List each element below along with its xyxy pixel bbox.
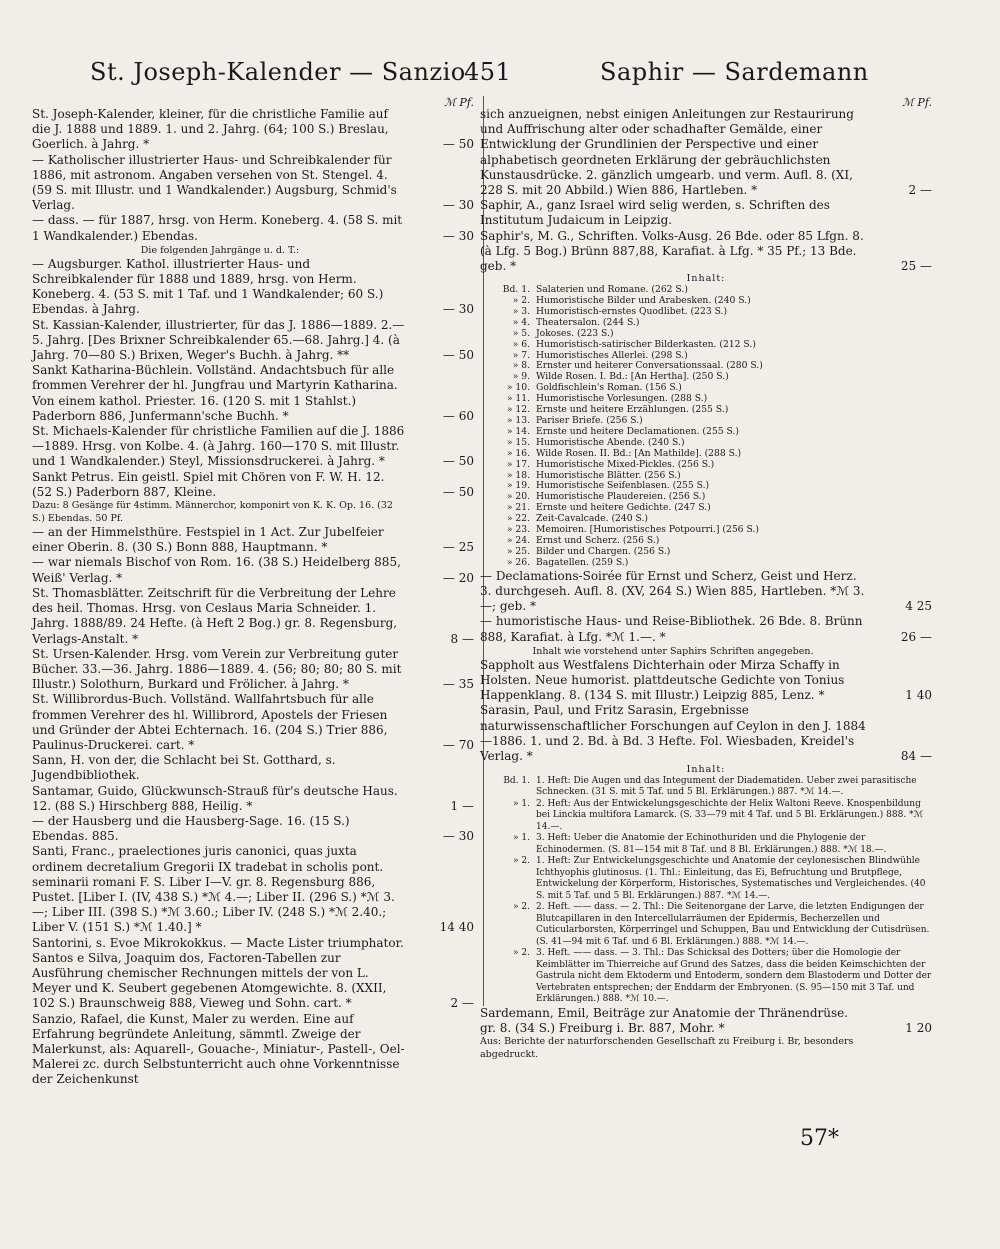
running-header (90, 58, 920, 88)
entry-text: Sanzio, Rafael, die Kunst, Maler zu werden. Eine auf Erfahrung begründete Anleitung, sämmtl. Zweige der Malerkunst, als: Aquarell-, Gouache-, Miniatur-, Pastell-, Oel-Malerei zc. durch Selbstunterricht auch ohne Vorkenntnisse der Zeichenkunst (32, 1011, 405, 1087)
entry-text: Dazu: 8 Gesänge für 4stimm. Männerchor, komponirt von K. K. Op. 16. (32 S.) Ebendas. 50 Pf. (32, 500, 393, 524)
catalog-entry (32, 363, 474, 424)
volume-title: Zeit-Cavalcade. (240 S.) (536, 513, 648, 525)
volume-number: » 2. (513, 902, 530, 913)
entry-text: Sardemann, Emil, Beiträge zur Anatomie der Thränendrüse. gr. 8. (34 S.) Freiburg i. Br. 887, Mohr. * (480, 1005, 849, 1035)
volume-title: 2. Heft. —— dass. — 2. Thl.: Die Seitenorgane der Larve, die letzten Endigungen der Blutcapillaren in den Intercellularräumen der Epidermis, Becherzellen und Cuticularborsten, Körperringel und Schuppen, Bau und Entwicklung der Cutisdrüsen. (S. 41—94 mit 6 Taf. und 6 Bl. Erklärungen.) 888. *ℳ 14.—. (536, 902, 930, 947)
right-column (480, 98, 932, 1061)
entry-text: Sann, H. von der, die Schlacht bei St. Gotthard, s. Jugendbibliothek. (32, 753, 336, 783)
catalog-entry (32, 647, 474, 693)
right-running-title: Saphir — Sardemann (600, 58, 869, 86)
contents-list (480, 764, 932, 1006)
volume-title: Jokoses. (223 S.) (536, 327, 614, 339)
catalog-entry (480, 703, 932, 764)
entry-text: — war niemals Bischof von Rom. 16. (38 S.) Heidelberg 885, Weiß' Verlag. * (32, 555, 401, 585)
volume-title: 2. Heft: Aus der Entwickelungsgeschichte der Helix Waltoni Reeve. Knospenbildung bei Linckia multifora Lamarck. (S. 33—79 mit 4 Taf. und 5 Bl. Erklärungen.) 888. *ℳ 14.—. (536, 798, 924, 832)
catalog-entry (480, 1006, 932, 1036)
volume-number: » 1. (513, 833, 530, 844)
catalog-entry (480, 658, 932, 704)
entry-price: 14 40 (439, 920, 474, 935)
entry-text: St. Kassian-Kalender, illustrierter, für das J. 1886—1889. 2.—5. Jahrg. [Des Brixner Schreibkalender 65.—68. Jahrg.] 4. (à Jahrg. 70—80 S.) Brixen, Weger's Buchh. à Jahrg. ** (32, 317, 405, 363)
entry-text: Sarasin, Paul, und Fritz Sarasin, Ergebnisse naturwissenschaftlicher Forschungen auf Ceylon in den J. 1884—1886. 1. und 2. Bd. à Bd. 3 Hefte. Fol. Wiesbaden, Kreidel's Verlag. * (480, 703, 866, 763)
volume-number: » 11. (506, 393, 530, 405)
volume-title: Humoristisches Allerlei. (298 S.) (536, 349, 688, 361)
volume-title: Ernste und heitere Gedichte. (247 S.) (536, 502, 711, 514)
catalog-entry (32, 586, 474, 647)
currency-unit-header: ℳ Pf. (444, 96, 474, 109)
entry-text: Santamar, Guido, Glückwunsch-Strauß für's deutsche Haus. 12. (88 S.) Hirschberg 888, Heilig. * (32, 783, 398, 813)
entry-text: — dass. — für 1887, hrsg. von Herm. Koneberg. 4. (58 S. mit 1 Wandkalender.) Ebendas. (32, 213, 403, 243)
volume-title: 3. Heft: Ueber die Anatomie der Echinothuriden und die Phylogenie der Echinodermen. (S. 81—154 mit 8 Taf. und 8 Bl. Erklärungen.) 888. *ℳ 18.—. (536, 833, 887, 855)
volume-number: » 5. (512, 327, 530, 339)
entry-text: Santos e Silva, Joaquim dos, Factoren-Tabellen zur Ausführung chemischer Rechnungen mittels der von L. Meyer und K. Seubert gegebenen Atomgewichte. 8. (XXII, 102 S.) Braunschweig 888, Vieweg und Sohn. cart. * (32, 950, 387, 1011)
entry-text: Sankt Petrus. Ein geistl. Spiel mit Chören von F. W. H. 12. (52 S.) Paderborn 887, Kleine. (32, 469, 385, 499)
entry-price: 2 — (908, 183, 932, 198)
volume-number: » 10. (506, 382, 530, 394)
volume-number: » 23. (506, 524, 530, 536)
volume-number: » 12. (506, 404, 530, 416)
entry-text: sich anzueignen, nebst einigen Anleitungen zur Restaurirung und Auffrischung alter oder schadhafter Gemälde, einer Entwicklung der Grundlinien der Perspective und einer alphabetisch geordneten Erklärung der gebräuchlichsten Kunstausdrücke. 2. gänzlich umgearb. und verm. Aufl. 8. (XI, 228 S. mit 20 Abbild.) Wien 886, Hartleben. * (480, 107, 854, 198)
volume-title: Ernst und Scherz. (256 S.) (536, 534, 660, 546)
volume-number: » 20. (506, 491, 530, 503)
volume-title: Humoristische Mixed-Pickles. (256 S.) (536, 458, 715, 470)
left-column (32, 98, 474, 1088)
entry-price: 2 — (450, 996, 474, 1011)
entry-price: 8 — (450, 631, 474, 646)
volume-title: Ernste und heitere Erzählungen. (255 S.) (536, 404, 729, 416)
catalog-entry (32, 555, 474, 585)
catalog-entry (32, 1012, 474, 1088)
entry-price: — 30 (442, 829, 474, 844)
volume-number: Bd. 1. (502, 284, 530, 296)
contents-row (480, 558, 932, 569)
contents-row (480, 948, 932, 1006)
volume-title: Humoristisch-ernstes Quodlibet. (223 S.) (536, 305, 728, 317)
volume-number: » 15. (506, 436, 530, 448)
entry-price: — 30 (442, 302, 474, 317)
contents-row (480, 799, 932, 834)
left-running-title: St. Joseph-Kalender — Sanzio (90, 58, 466, 86)
entry-text: Sankt Katharina-Büchlein. Vollständ. Andachtsbuch für alle frommen Verehrer der hl. Jungfrau und Martyrin Katharina. Von einem kathol. Priester. 16. (120 S. mit 1 Stahlst.) Paderborn 886, Junfermann'sche Buchh. * (32, 363, 398, 423)
volume-number: » 22. (506, 513, 530, 525)
volume-number: Bd. 1. (503, 775, 530, 786)
volume-number: » 13. (506, 415, 530, 427)
volume-title: Salaterien und Romane. (262 S.) (536, 284, 688, 296)
contents-row (480, 833, 932, 856)
volume-title: Humoristische Abende. (240 S.) (536, 436, 685, 448)
volume-number: » 19. (506, 480, 530, 492)
catalog-entry (32, 951, 474, 1012)
entry-price: — 30 (442, 198, 474, 213)
entry-text: Saphir's, M. G., Schriften. Volks-Ausg. 26 Bde. oder 85 Lfgn. 8. (à Lfg. 5 Bog.) Brünn 887,88, Karafiat. à Lfg. * 35 Pf.; 13 Bde. geb. * (480, 228, 864, 274)
entry-price: 26 — (900, 629, 932, 644)
volume-number: » 7. (512, 349, 530, 361)
entry-text: St. Joseph-Kalender, kleiner, für die christliche Familie auf die J. 1888 und 1889. 1. und 2. Jahrg. (64; 100 S.) Breslau, Goerlich. à Jahrg. * (32, 107, 389, 152)
entry-price: — 50 (442, 484, 474, 499)
entry-text: — an der Himmelsthüre. Festspiel in 1 Act. Zur Jubelfeier einer Oberin. 8. (30 S.) Bonn 888, Hauptmann. * (32, 525, 384, 555)
volume-title: 1. Heft: Zur Entwickelungsgeschichte und Anatomie der ceylonesischen Blindwühle Ichthyophis glutinosus. (1. Thl.: Einleitung, das Ei, Befruchtung und Brutpflege, Entwickelung der Körperform, Historisches, Systematisches und Vergleichendes. (40 S. mit 5 Taf. und 5 Bl. Erklärungen.) 887. *ℳ 14.—. (536, 856, 926, 901)
page-number: 451 (464, 58, 512, 86)
catalog-entry (32, 470, 474, 500)
volume-number: » 8. (512, 360, 530, 372)
volume-number: » 24. (506, 534, 530, 546)
volume-title: Humoristische Vorlesungen. (288 S.) (536, 393, 708, 405)
contents-row (480, 449, 932, 460)
contents-row (480, 776, 932, 799)
entry-text: Santi, Franc., praelectiones juris canonici, quas juxta ordinem decretalium Gregorii IX tradebat in scholis pont. seminarii romani F. S. Liber I—V. gr. 8. Regensburg 886, Pustet. [Liber I. (IV, 438 S.) *ℳ 4.—; Liber II. (296 S.) *ℳ 3.—; Liber III. (398 S.) *ℳ 3.60.; Liber IV. (248 S.) *ℳ 2.40.; Liber V. (151 S.) *ℳ 1.40.] * (32, 844, 395, 935)
volume-number: » 2. (513, 856, 530, 867)
volume-number: » 17. (506, 458, 530, 470)
entry-text: St. Ursen-Kalender. Hrsg. vom Verein zur Verbreitung guter Bücher. 33.—36. Jahrg. 1886—1889. 4. (56; 80; 80; 80 S. mit Illustr.) Solothurn, Burkard und Frölicher. à Jahrg. * (32, 646, 402, 692)
entry-price: 1 20 (905, 1020, 932, 1035)
catalog-entry (32, 213, 474, 243)
catalog-entry (32, 107, 474, 153)
volume-number: » 6. (512, 338, 530, 350)
entry-text: Saphir, A., ganz Israel wird selig werden, s. Schriften des Institutum Judaicum in Leipzig. (480, 198, 830, 228)
entry-price: — 20 (442, 570, 474, 585)
entry-text: Inhalt wie vorstehend unter Saphirs Schriften angegeben. (532, 645, 814, 657)
volume-number: » 3. (512, 305, 530, 317)
entry-price: — 50 (442, 454, 474, 469)
volume-number: » 14. (506, 425, 530, 437)
catalog-entry (480, 198, 932, 228)
volume-title: Pariser Briefe. (256 S.) (536, 415, 643, 427)
entry-price: — 70 (442, 737, 474, 752)
catalog-entry (480, 1036, 932, 1061)
catalog-entry (32, 753, 474, 783)
catalog-entry (32, 318, 474, 364)
currency-unit-header: ℳ Pf. (902, 96, 932, 109)
catalog-entry (480, 569, 932, 615)
volume-title: Bilder und Chargen. (256 S.) (536, 545, 671, 557)
volume-number: » 1. (513, 798, 530, 809)
entry-price: — 50 (442, 137, 474, 152)
catalog-entry (32, 814, 474, 844)
catalog-entry (32, 525, 474, 555)
catalog-entry (32, 784, 474, 814)
volume-number: » 26. (506, 556, 530, 568)
catalog-entry (480, 229, 932, 275)
volume-title: Humoristische Blätter. (256 S.) (536, 469, 681, 481)
entry-price: — 50 (442, 348, 474, 363)
entry-text: Sappholt aus Westfalens Dichterhain oder Mirza Schaffy in Holsten. Neue humorist. plattdeutsche Gedichte von Tonius Happenklang. 8. (134 S. mit Illustr.) Leipzig 885, Lenz. * (480, 657, 845, 703)
entry-price: — 25 (442, 540, 474, 555)
entry-text: — der Hausberg und die Hausberg-Sage. 16. (15 S.) Ebendas. 885. (32, 813, 350, 844)
entry-price: — 30 (442, 228, 474, 243)
entry-text: St. Thomasblätter. Zeitschrift für die Verbreitung der Lehre des heil. Thomas. Hrsg. von Ceslaus Maria Schneider. 1. Jahrg. 1888/89. 24 Hefte. (à Heft 2 Bog.) gr. 8. Regensburg, Verlags-Anstalt. * (32, 585, 398, 646)
volume-title: Wilde Rosen. I. Bd.: [An Hertha]. (250 S.) (536, 371, 729, 383)
entry-price: 4 25 (905, 599, 932, 614)
entry-text: — Augsburger. Kathol. illustrierter Haus- und Schreibkalender für 1888 und 1889, hrsg. von Herm. Koneberg. 4. (53 S. mit 1 Taf. und 1 Wandkalender; 60 S.) Ebendas. à Jahrg. (32, 256, 384, 317)
catalog-entry (32, 153, 474, 214)
contents-row (480, 460, 932, 471)
volume-number: » 2. (513, 948, 530, 959)
volume-title: Memoiren. [Humoristisches Potpourri.] (256 S.) (536, 524, 759, 536)
catalog-entry (480, 614, 932, 644)
entry-text: — humoristische Haus- und Reise-Bibliothek. 26 Bde. 8. Brünn 888, Karafiat. à Lfg. *ℳ 1.—. * (480, 614, 863, 644)
contents-title: Inhalt: (686, 764, 726, 776)
entry-price: — 60 (442, 408, 474, 423)
entry-text: Santorini, s. Evoe Mikrokokkus. — Macte Lister triumphator. (32, 935, 404, 950)
volume-title: Goldfischlein's Roman. (156 S.) (536, 382, 682, 394)
entry-text: St. Willibrordus-Buch. Vollständ. Wallfahrtsbuch für alle frommen Verehrer des hl. Willibrord, Apostels der Friesen und Gründer der Abtei Echternach. 16. (204 S.) Trier 886, Paulinus-Druckerei. cart. * (32, 692, 388, 752)
catalog-entry (480, 107, 932, 198)
entry-price: 1 40 (905, 688, 932, 703)
volume-number: » 18. (506, 469, 530, 481)
volume-number: » 4. (512, 316, 530, 328)
catalog-entry (32, 424, 474, 470)
catalog-entry (480, 645, 932, 658)
volume-title: Humoristische Bilder und Arabesken. (240 S.) (536, 295, 751, 307)
contents-title: Inhalt: (686, 273, 726, 285)
volume-number: » 21. (506, 502, 530, 514)
catalog-entry (32, 936, 474, 951)
entry-text: St. Michaels-Kalender für christliche Familien auf die J. 1886—1889. Hrsg. von Kolbe. 4. (à Jahrg. 160—170 S. mit Illustr. und 1 Wandkalender.) Steyl, Missionsdruckerei. à Jahrg. * (32, 424, 405, 469)
volume-title: Humoristische Seifenblasen. (255 S.) (536, 480, 710, 492)
volume-number: » 25. (506, 545, 530, 557)
contents-row (480, 340, 932, 351)
contents-list (480, 274, 932, 568)
catalog-entry (32, 500, 474, 525)
volume-number: » 2. (512, 295, 530, 307)
volume-title: Ernster und heiterer Conversationssaal. (280 S.) (536, 360, 763, 372)
volume-title: Wilde Rosen. II. Bd.: [An Mathilde]. (288 S.) (536, 447, 742, 459)
contents-row (480, 856, 932, 902)
entry-price: 25 — (900, 259, 932, 274)
volume-number: » 9. (512, 371, 530, 383)
volume-title: 3. Heft. —— dass. — 3. Thl.: Das Schicksal des Dotters; über die Homologie der Keimblätter im Thierreiche auf Grund des Satzes, dass die beiden Keimschichten der Gastrula nicht dem Ektoderm und Entoderm, sondern dem Blastoderm und Dotter der Vertebraten entsprechen; der Enddarm der Embryonen. (S. 95—150 mit 3 Taf. und Erklärungen.) 888. *ℳ 10.—. (536, 948, 932, 1005)
volume-number: » 16. (506, 447, 530, 459)
volume-title: Theatersalon. (244 S.) (536, 316, 640, 328)
volume-title: Ernste und heitere Declamationen. (255 S.) (536, 425, 739, 437)
entry-price: 84 — (900, 748, 932, 763)
catalog-entry (32, 244, 474, 257)
entry-text: — Katholischer illustrierter Haus- und Schreibkalender für 1886, mit astronom. Angaben versehen von St. Stengel. 4. (59 S. mit Illustr. und 1 Wandkalender.) Augsburg, Schmid's Verlag. (32, 152, 397, 213)
entry-text: — Declamations-Soirée für Ernst und Scherz, Geist und Herz. 3. durchgeseh. Aufl. 8. (XV, 264 S.) Wien 885, Hartleben. *ℳ 3.—; geb. * (480, 568, 865, 614)
signature-mark: 57* (800, 1126, 839, 1151)
entry-text: Die folgenden Jahrgänge u. d. T.: (140, 244, 300, 256)
entry-price: 1 — (450, 798, 474, 813)
catalog-entry (32, 692, 474, 753)
entry-price: — 35 (442, 677, 474, 692)
catalog-entry (32, 844, 474, 935)
catalog-entry (32, 257, 474, 318)
volume-title: Humoristisch-satirischer Bilderkasten. (212 S.) (536, 338, 756, 350)
volume-title: Bagatellen. (259 S.) (536, 556, 629, 568)
volume-title: Humoristische Plaudereien. (256 S.) (536, 491, 706, 503)
volume-title: 1. Heft: Die Augen und das Integument der Diadematiden. Ueber zwei parasitische Schnecken. (31 S. mit 5 Taf. und 5 Bl. Erklärungen.) 887. *ℳ 14.—. (536, 775, 917, 798)
contents-row (480, 902, 932, 948)
entry-text: Aus: Berichte der naturforschenden Gesellschaft zu Freiburg i. Br, besonders abgedruckt. (480, 1036, 854, 1060)
